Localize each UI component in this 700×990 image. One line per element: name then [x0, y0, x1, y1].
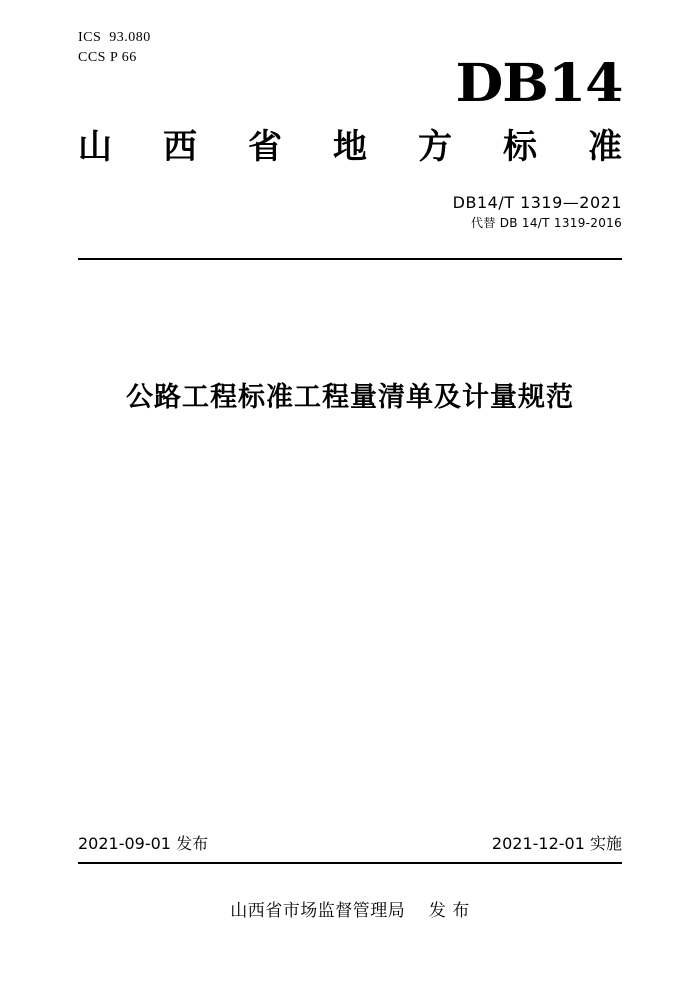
issue-date: 2021-09-01 发布 [78, 834, 209, 853]
divider-bottom [78, 862, 622, 864]
divider-top [78, 258, 622, 260]
heading-char-4: 地 [333, 127, 367, 167]
page-title: 公路工程标准工程量清单及计量规范 [126, 382, 574, 413]
ics-code: ICS 93.080 [78, 30, 151, 45]
standard-replaces: 代替 DB 14/T 1319-2016 [471, 216, 622, 230]
ccs-code: CCS P 66 [78, 50, 137, 65]
ics-classification-block [78, 28, 151, 68]
dates-row [78, 832, 622, 856]
standard-number-block [453, 192, 622, 232]
publisher-line: 山西省市场监督管理局 发 布 [230, 901, 470, 921]
heading-char-5: 方 [418, 127, 452, 167]
db14-logo: DB14 [455, 53, 622, 114]
heading-char-7: 准 [588, 127, 622, 167]
implementation-date: 2021-12-01 实施 [491, 834, 622, 853]
heading-char-2: 西 [163, 127, 197, 167]
standard-number: DB14/T 1319—2021 [452, 193, 622, 212]
province-standard-heading [78, 126, 622, 168]
heading-char-1: 山 [78, 127, 112, 167]
heading-char-6: 标 [503, 127, 537, 167]
heading-char-3: 省 [248, 127, 282, 167]
